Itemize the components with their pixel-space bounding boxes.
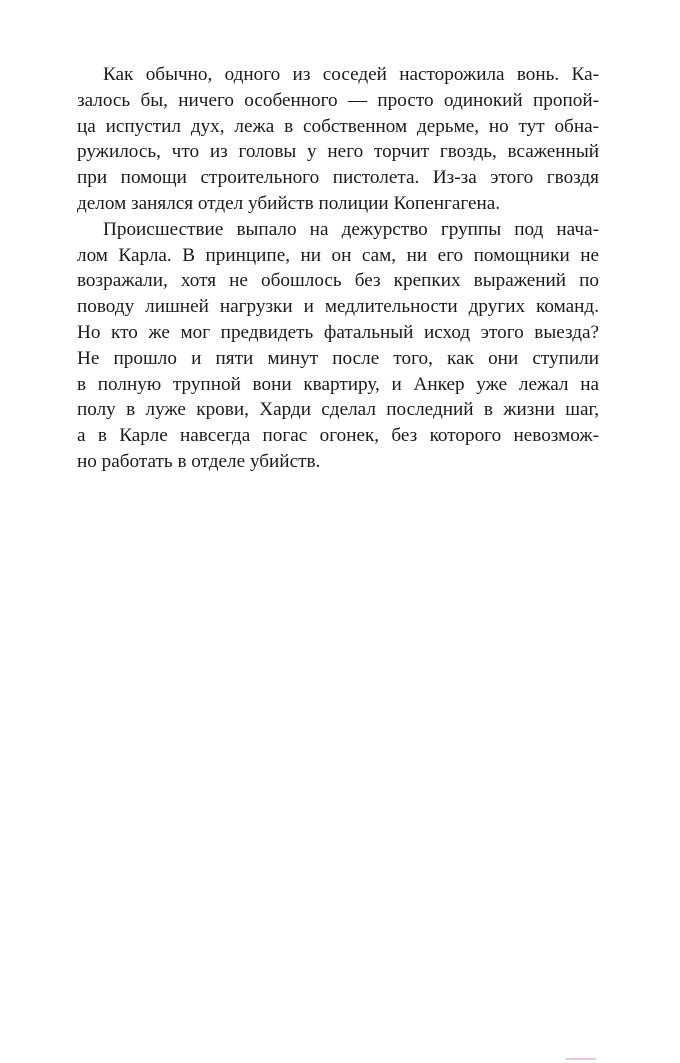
text-line: лом Карла. В принципе, ни он сам, ни его помощники не bbox=[77, 244, 599, 266]
corner-mark bbox=[566, 1058, 596, 1060]
text-line: делом занялся отдел убийств полиции Копенгагена. bbox=[77, 192, 501, 214]
text-line: в полную трупной вони квартиру, и Анкер уже лежал на bbox=[77, 373, 599, 395]
text-line: Как обычно, одного из соседей насторожила вонь. Ка- bbox=[103, 64, 599, 85]
text-line: полу в луже крови, Харди сделал последний в жизни шаг, bbox=[77, 399, 599, 421]
text-line: Не прошло и пяти минут после того, как они ступили bbox=[77, 347, 599, 369]
paragraph-1 bbox=[77, 62, 599, 217]
text-line: Происшествие выпало на дежурство группы под нача- bbox=[103, 218, 599, 240]
text-line: залось бы, ничего особенного — просто одинокий пропой- bbox=[77, 89, 599, 111]
text-line: Но кто же мог предвидеть фатальный исход этого выезда? bbox=[77, 321, 599, 343]
text-line: ца испустил дух, лежа в собственном дерьме, но тут обна- bbox=[77, 115, 599, 137]
text-line: при помощи строительного пистолета. Из-за этого гвоздя bbox=[77, 167, 599, 189]
text-line: а в Карле навсегда погас огонек, без которого невозмож- bbox=[77, 425, 599, 447]
page-text bbox=[77, 62, 599, 475]
text-line: ружилось, что из головы у него торчит гвоздь, всаженный bbox=[77, 141, 599, 163]
text-line: поводу лишней нагрузки и медлительности других команд. bbox=[77, 296, 599, 318]
text-line: возражали, хотя не обошлось без крепких выражений по bbox=[77, 270, 599, 292]
paragraph-2 bbox=[77, 217, 599, 475]
text-line: но работать в отделе убийств. bbox=[77, 450, 321, 472]
